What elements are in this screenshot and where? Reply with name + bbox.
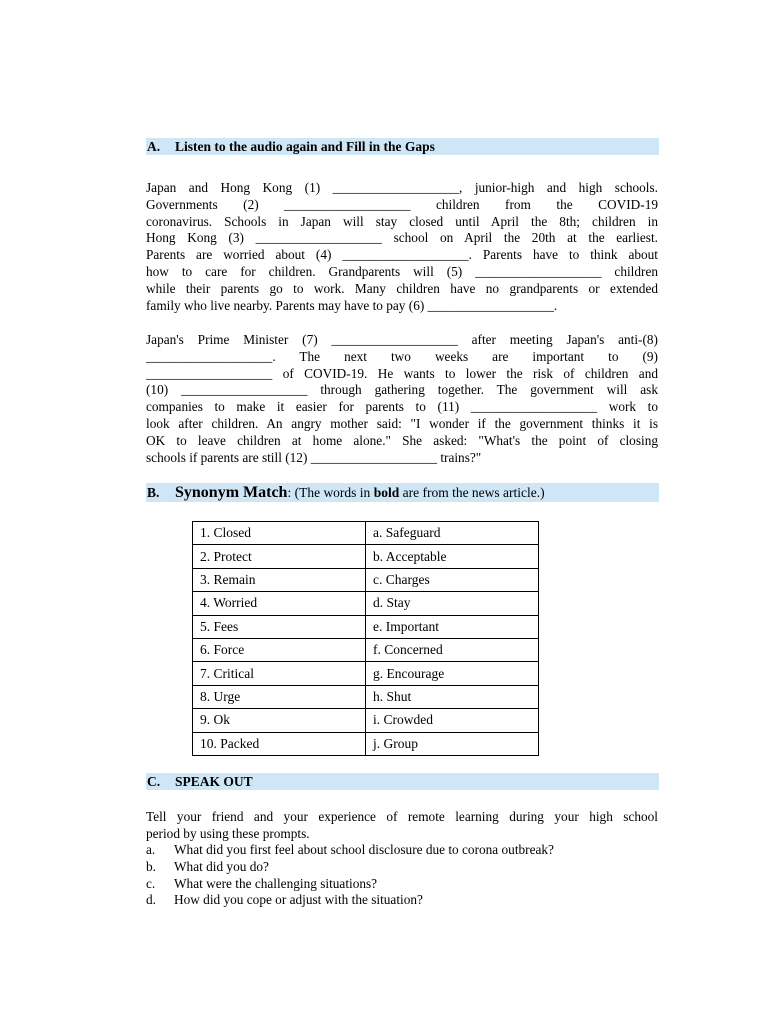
match-cell: g. Encourage — [366, 662, 539, 685]
list-marker: d. — [146, 892, 156, 908]
list-item — [146, 876, 658, 893]
table-row — [193, 522, 539, 545]
paragraph-line: Governments (2) ___________________ children from the COVID-19 — [146, 196, 658, 212]
match-cell: f. Concerned — [366, 638, 539, 661]
word-cell: 6. Force — [193, 638, 366, 661]
section-c-letter: C. — [147, 774, 161, 789]
section-a-letter: A. — [147, 139, 161, 154]
word-cell: 4. Worried — [193, 592, 366, 615]
section-b-letter: B. — [147, 485, 160, 500]
paragraph-line: how to care for children. Grandparents will (5) ___________________ children — [146, 263, 658, 279]
section-a-title: Listen to the audio again and Fill in the Gaps — [175, 139, 435, 154]
prompt-text: What did you do? — [174, 858, 269, 874]
match-cell: d. Stay — [366, 592, 539, 615]
word-cell: 3. Remain — [193, 568, 366, 591]
table-row — [193, 732, 539, 755]
gap-fill-paragraph-2 — [146, 332, 658, 466]
gap-fill-paragraph-1 — [146, 180, 658, 314]
word-cell: 2. Protect — [193, 545, 366, 568]
prompt-text: How did you cope or adjust with the situation? — [174, 892, 423, 908]
section-a-heading — [146, 138, 659, 155]
paragraph-line: period by using these prompts. — [146, 825, 310, 841]
word-cell: 1. Closed — [193, 522, 366, 545]
paragraph-line: Tell your friend and your experience of remote learning during your high school — [146, 809, 658, 824]
word-cell: 8. Urge — [193, 685, 366, 708]
match-cell: h. Shut — [366, 685, 539, 708]
paragraph-line: companies to make it easier for parents to (11) ___________________ work to — [146, 399, 658, 415]
paragraph-line: family who live nearby. Parents may have to pay (6) ___________________. — [146, 297, 558, 313]
paragraph-line: schools if parents are still (12) ___________________ trains?" — [146, 449, 482, 465]
section-b-note-prefix: : (The words in — [287, 485, 374, 500]
section-b-title: Synonym Match — [175, 484, 288, 501]
paragraph-line: ___________________. The next two weeks are important to (9) — [146, 348, 658, 364]
table-row — [193, 545, 539, 568]
section-b-note-bold: bold — [373, 485, 400, 500]
section-c-title: SPEAK OUT — [175, 774, 253, 789]
paragraph-line: ___________________ of COVID-19. He wants to lower the risk of children and — [146, 365, 658, 381]
section-b-note-suffix: are from the news article.) — [399, 485, 545, 500]
synonym-match-table — [192, 521, 539, 756]
prompt-text: What did you first feel about school disclosure due to corona outbreak? — [174, 842, 554, 857]
word-cell: 9. Ok — [193, 709, 366, 732]
list-item — [146, 842, 658, 859]
prompt-text: What were the challenging situations? — [174, 875, 378, 891]
table-row — [193, 615, 539, 638]
paragraph-line: Japan and Hong Kong (1) ___________________, junior-high and high schools. — [146, 180, 658, 195]
table-row — [193, 685, 539, 708]
paragraph-line: Japan's Prime Minister (7) ___________________ after meeting Japan's anti-(8) — [146, 332, 658, 347]
match-cell: c. Charges — [366, 568, 539, 591]
match-cell: a. Safeguard — [366, 522, 539, 545]
table-row — [193, 709, 539, 732]
speak-out-intro — [146, 809, 658, 843]
table-row — [193, 592, 539, 615]
match-cell: e. Important — [366, 615, 539, 638]
word-cell: 10. Packed — [193, 732, 366, 755]
list-item — [146, 892, 658, 909]
word-cell: 7. Critical — [193, 662, 366, 685]
table-row — [193, 638, 539, 661]
paragraph-line: Hong Kong (3) ___________________ school on April the 20th at the earliest. — [146, 230, 658, 246]
section-b-heading — [146, 483, 659, 502]
table-row — [193, 568, 539, 591]
list-marker: c. — [146, 875, 156, 891]
paragraph-line: look after children. An angry mother said: "I wonder if the government thinks it is — [146, 415, 658, 431]
table-row — [193, 662, 539, 685]
paragraph-line: OK to leave children at home alone." She asked: "What's the point of closing — [146, 432, 658, 448]
match-cell: j. Group — [366, 732, 539, 755]
speak-out-prompts — [146, 842, 658, 909]
paragraph-line: while their parents go to work. Many children have no grandparents or extended — [146, 280, 658, 296]
word-cell: 5. Fees — [193, 615, 366, 638]
list-marker: b. — [146, 858, 156, 874]
match-cell: i. Crowded — [366, 709, 539, 732]
match-cell: b. Acceptable — [366, 545, 539, 568]
paragraph-line: Parents are worried about (4) ___________________. Parents have to think about — [146, 247, 658, 263]
list-item — [146, 859, 658, 876]
section-c-heading — [146, 773, 659, 790]
paragraph-line: (10) ___________________ through gathering together. The government will ask — [146, 382, 658, 398]
paragraph-line: coronavirus. Schools in Japan will stay closed until April the 8th; children in — [146, 213, 658, 229]
list-marker: a. — [146, 842, 156, 857]
